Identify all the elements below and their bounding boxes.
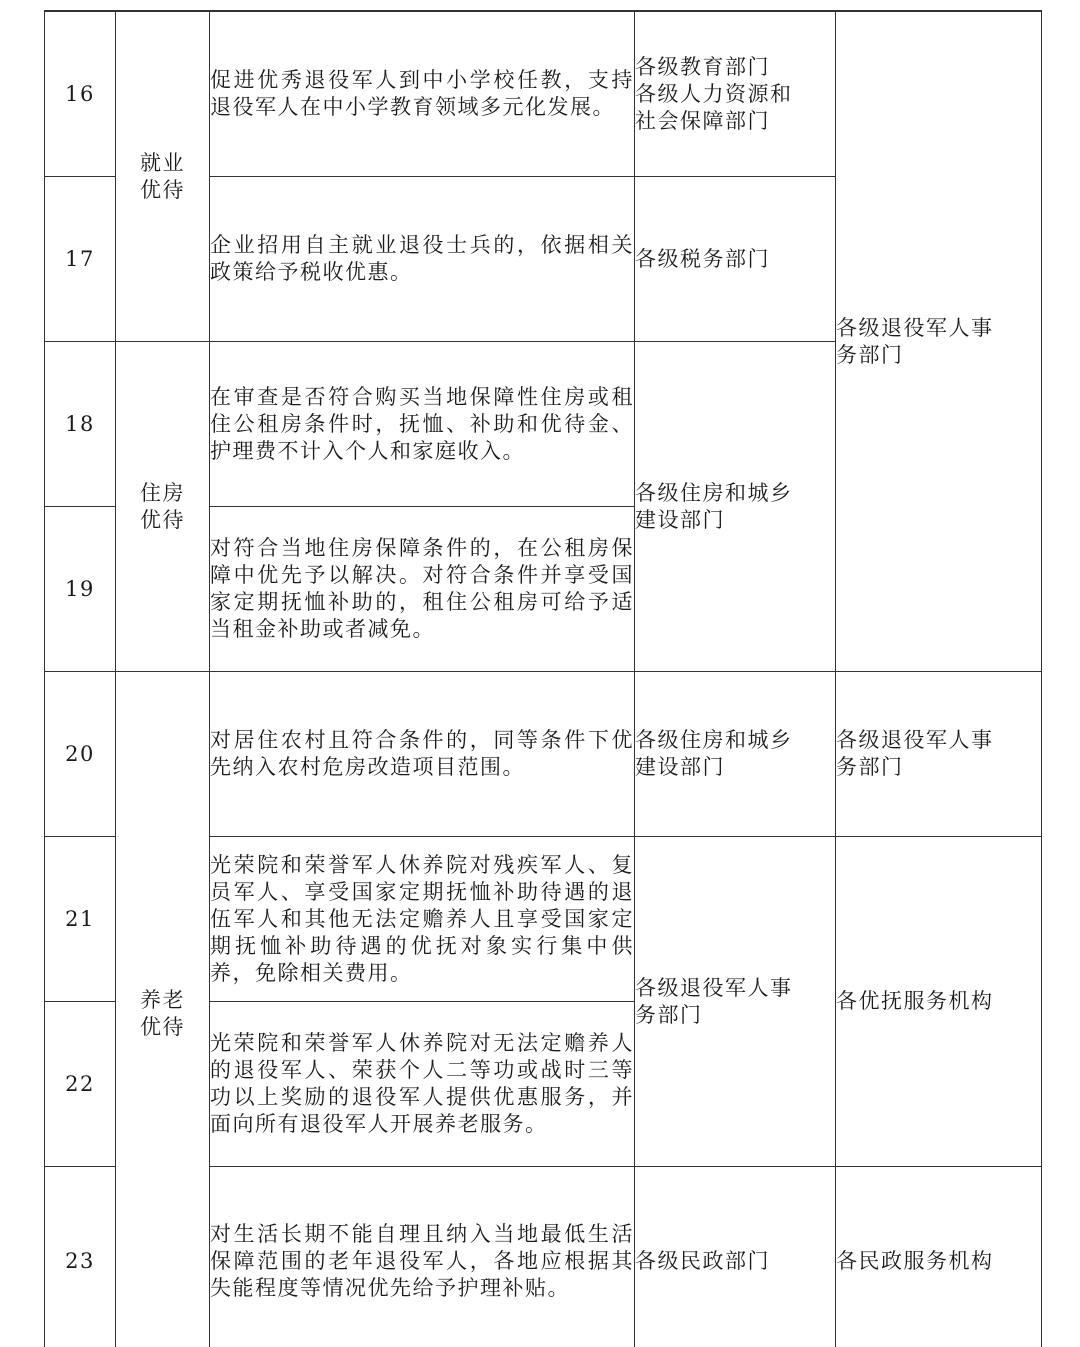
row-number: 17 — [45, 177, 116, 342]
org-line: 各级退役军人事 — [836, 728, 994, 752]
policy-content — [210, 507, 635, 672]
policy-text: 促进优秀退役军人到中小学校任教，支持退役军人在中小学教育领域多元化发展。 — [210, 68, 634, 119]
org-line: 各民政服务机构 — [836, 1249, 994, 1273]
category-line: 优待 — [140, 507, 185, 532]
implementing-org — [836, 12, 1042, 672]
responsible-department — [635, 672, 836, 837]
category-line: 养老 — [140, 988, 185, 1012]
dept-line: 各级住房和城乡 — [635, 728, 793, 752]
responsible-department — [635, 12, 836, 177]
category-line: 就业 — [140, 150, 185, 175]
dept-line: 建设部门 — [635, 507, 725, 532]
row-number: 16 — [45, 12, 116, 177]
policy-content — [210, 12, 635, 177]
policy-text: 光荣院和荣誉军人休养院对无法定赡养人的退役军人、荣获个人二等功或战时三等功以上奖励的退役军人提供优惠服务，并面向所有退役军人开展养老服务。 — [210, 1031, 634, 1136]
policy-content — [210, 672, 635, 837]
org-line: 各优抚服务机构 — [836, 989, 994, 1013]
row-number: 20 — [45, 672, 116, 837]
policy-content — [210, 837, 635, 1002]
dept-line: 各级人力资源和 — [635, 81, 793, 106]
dept-line: 社会保障部门 — [635, 108, 770, 133]
org-line: 各级退役军人事 — [836, 315, 994, 340]
org-line: 务部门 — [836, 755, 904, 779]
responsible-department — [635, 342, 836, 672]
responsible-department — [635, 1167, 836, 1347]
row-number: 21 — [45, 837, 116, 1002]
responsible-department — [635, 177, 836, 342]
row-number: 19 — [45, 507, 116, 672]
policy-content — [210, 1002, 635, 1167]
policy-text: 对居住农村且符合条件的，同等条件下优先纳入农村危房改造项目范围。 — [210, 728, 634, 779]
org-line: 务部门 — [836, 342, 904, 367]
table-row — [45, 12, 1042, 177]
policy-table — [44, 10, 1042, 1347]
policy-content — [210, 1167, 635, 1347]
policy-content — [210, 342, 635, 507]
category-employment — [116, 12, 210, 342]
dept-line: 各级税务部门 — [635, 246, 770, 271]
category-line: 优待 — [140, 177, 185, 202]
policy-text: 对符合当地住房保障条件的，在公租房保障中优先予以解决。对符合条件并享受国家定期抚恤补助的，租住公租房可给予适当租金补助或者减免。 — [210, 536, 634, 641]
dept-line: 各级教育部门 — [635, 54, 770, 79]
dept-line: 务部门 — [635, 1002, 703, 1027]
dept-line: 各级民政部门 — [635, 1249, 770, 1273]
table-row — [45, 672, 1042, 837]
policy-text: 在审查是否符合购买当地保障性住房或租住公租房条件时，抚恤、补助和优待金、护理费不计入个人和家庭收入。 — [210, 384, 634, 463]
policy-text: 光荣院和荣誉军人休养院对残疾军人、复员军人、享受国家定期抚恤补助待遇的退伍军人和其他无法定赡养人且享受国家定期抚恤补助待遇的优抚对象实行集中供养，免除相关费用。 — [210, 852, 634, 985]
implementing-org — [836, 1167, 1042, 1347]
row-number: 18 — [45, 342, 116, 507]
dept-line: 各级住房和城乡 — [635, 480, 793, 505]
row-number: 22 — [45, 1002, 116, 1167]
dept-line: 建设部门 — [635, 755, 725, 779]
category-elderly — [116, 672, 210, 1347]
policy-content — [210, 177, 635, 342]
implementing-org — [836, 672, 1042, 837]
category-line: 住房 — [140, 480, 185, 505]
responsible-department — [635, 837, 836, 1167]
category-line: 优待 — [140, 1015, 185, 1039]
implementing-org — [836, 837, 1042, 1167]
category-housing — [116, 342, 210, 672]
dept-line: 各级退役军人事 — [635, 975, 793, 1000]
row-number: 23 — [45, 1167, 116, 1347]
policy-text: 企业招用自主就业退役士兵的，依据相关政策给予税收优惠。 — [210, 233, 634, 284]
policy-text: 对生活长期不能自理且纳入当地最低生活保障范围的老年退役军人，各地应根据其失能程度等情况优先给予护理补贴。 — [210, 1222, 634, 1300]
